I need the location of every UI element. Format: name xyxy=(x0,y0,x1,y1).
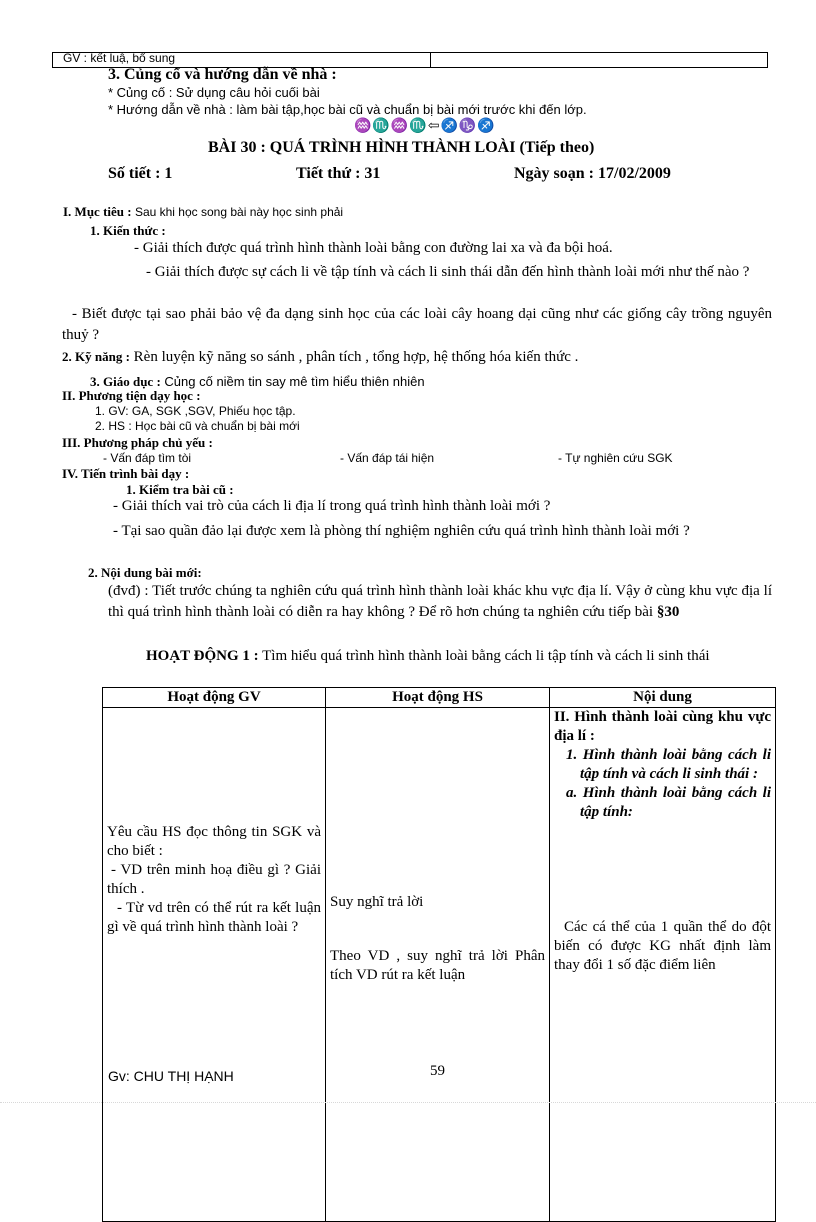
education-label: 3. Giáo dục : xyxy=(90,374,161,389)
hs-activity-cell xyxy=(326,708,550,1222)
consolidation-line-2: * Hướng dẫn về nhà : làm bài tập,học bài cũ và chuẩn bị bài mới trước khi đến lớp. xyxy=(108,102,587,117)
method-3: - Tự nghiên cứu SGK xyxy=(558,451,673,465)
gv-line-2: - VD trên minh hoạ điều gì ? Giải thích . xyxy=(107,862,321,897)
review-question-2 xyxy=(113,521,787,542)
process-label: IV. Tiến trình bài dạy : xyxy=(62,466,190,481)
header-gv-activity: Hoạt động GV xyxy=(103,688,326,708)
header-content: Nội dung xyxy=(550,688,776,708)
knowledge-item-2: - Giải thích được sự cách li về tập tính và cách li sinh thái dẫn đến hình thành loài mới như thế nào ? xyxy=(146,264,750,280)
header-hs-activity: Hoạt động HS xyxy=(326,688,550,708)
objectives-label: I. Mục tiêu : xyxy=(63,204,132,219)
page-bottom-divider xyxy=(0,1102,816,1103)
lesson-intro xyxy=(108,581,772,623)
activity-table xyxy=(102,687,776,1222)
means-hs: 2. HS : Học bài cũ và chuẩn bị bài mới xyxy=(95,419,300,433)
means-gv: 1. GV: GA, SGK ,SGV, Phiếu học tập. xyxy=(95,404,296,418)
gv-line-1: Yêu cầu HS đọc thông tin SGK và cho biết : xyxy=(107,824,321,859)
content-subheading-1: 1. Hình thành loài bằng cách li tập tính và cách li sinh thái : xyxy=(566,747,771,782)
skills-label: 2. Kỹ năng : xyxy=(62,349,130,364)
gv-activity-cell xyxy=(103,708,326,1222)
objectives-line xyxy=(63,204,343,220)
lesson-intro-ref: §30 xyxy=(656,604,680,620)
knowledge-item-1: - Giải thích được quá trình hình thành loài bằng con đường lai xa và đa bội hoá. xyxy=(134,240,613,256)
method-2: - Vấn đáp tái hiện xyxy=(340,451,435,465)
method-1: - Vấn đáp tìm tòi xyxy=(103,451,192,465)
hs-line-1: Suy nghĩ trả lời xyxy=(330,894,424,910)
lesson-title: BÀI 30 : QUÁ TRÌNH HÌNH THÀNH LOÀI (Tiếp theo) xyxy=(208,139,595,156)
consolidation-line-1: * Củng cố : Sử dụng câu hỏi cuối bài xyxy=(108,85,320,100)
review-question-2-text: - Tại sao quần đảo lại được xem là phòng thí nghiệm nghiên cứu quá trình hình thành loài mới ? xyxy=(113,523,690,539)
methods-label: III. Phương pháp chủ yếu : xyxy=(62,435,213,450)
objectives-text: Sau khi học song bài này học sinh phải xyxy=(131,205,344,219)
lesson-period-number: Tiết thứ : 31 xyxy=(296,165,381,182)
lesson-intro-text: (đvđ) : Tiết trước chúng ta nghiên cứu quá trình hình thành loài khác khu vực địa lí. Vậy ở cùng khu vực địa lí thì quá trình hình thành loài có diễn ra hay không ? Để rõ hơn chúng ta nghiên cứu tiếp bài xyxy=(108,583,772,620)
top-table-left-cell: GV : kết luậ, bổ sung xyxy=(63,51,176,65)
review-question-1: - Giải thích vai trò của cách li địa lí trong quá trình hình thành loài mới ? xyxy=(113,498,551,514)
knowledge-item-3: - Biết được tại sao phải bảo vệ đa dạng sinh học của các loài cây hoang dại cũng như các giống cây trồng nguyên thuỷ ? xyxy=(62,306,772,343)
hs-line-2: Theo VD , suy nghĩ trả lời Phân tích VD rút ra kết luận xyxy=(330,948,545,983)
lesson-periods: Số tiết : 1 xyxy=(108,165,173,182)
knowledge-label: 1. Kiến thức : xyxy=(90,223,166,238)
gv-line-3: - Từ vd trên có thể rút ra kết luận gì về quá trình hình thành loài ? xyxy=(107,900,321,935)
table-row xyxy=(103,708,776,1222)
review-label: 1. Kiểm tra bài cũ : xyxy=(126,482,234,497)
content-heading: II. Hình thành loài cùng khu vực địa lí : xyxy=(554,709,771,744)
table-header-row xyxy=(103,688,776,708)
skills-text: Rèn luyện kỹ năng so sánh , phân tích , tổng hợp, hệ thống hóa kiến thức . xyxy=(129,349,579,365)
content-paragraph: Các cá thể của 1 quần thể do đột biến có được KG nhất định làm thay đổi 1 số đặc điểm liên xyxy=(554,919,771,973)
content-label xyxy=(88,565,202,581)
content-label-text: 2. Nội dung bài mới: xyxy=(88,565,202,580)
education-text: Củng cố niềm tin say mê tìm hiểu thiên nhiên xyxy=(160,374,425,389)
content-subheading-2: a. Hình thành loài bằng cách li tập tính: xyxy=(566,785,771,820)
table-divider xyxy=(430,53,431,67)
ornament-divider: ♒♏♒♏⇦♐♑♐ xyxy=(354,119,496,134)
content-cell xyxy=(550,708,776,1222)
skills-line xyxy=(62,348,578,366)
consolidation-heading: 3. Củng cố và hướng dẫn về nhà : xyxy=(108,66,337,83)
activity-1-text: Tìm hiểu quá trình hình thành loài bằng cách li tập tính và cách li sinh thái xyxy=(258,648,710,664)
means-label: II. Phương tiện dạy học : xyxy=(62,388,201,403)
activity-1 xyxy=(108,646,772,666)
activity-1-label: HOẠT ĐỘNG 1 : xyxy=(146,648,259,664)
lesson-date: Ngày soạn : 17/02/2009 xyxy=(514,165,671,182)
footer-teacher: Gv: CHU THỊ HẠNH xyxy=(108,1068,234,1084)
page-number: 59 xyxy=(430,1063,445,1079)
